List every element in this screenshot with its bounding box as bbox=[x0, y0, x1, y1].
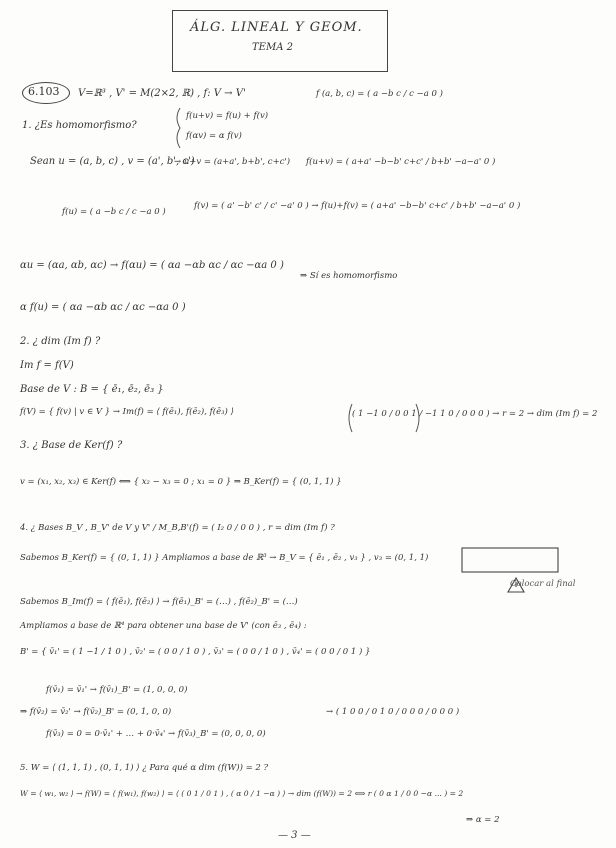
matrix-bracket-right bbox=[416, 404, 419, 432]
line-25: Ampliamos a base de ℝ⁴ para obtener una base de V' (con ē₃ , ē₄) : bbox=[20, 621, 307, 631]
line-19: 3. ¿ Base de Ker(f) ? bbox=[20, 440, 123, 451]
line-33: ⇒ α = 2 bbox=[466, 815, 500, 825]
line-10: f(v) = ( a' −b' c' / c' −a' 0 ) → f(u)+f(v) = ( a+a' −b−b' c+c' / b+b' −a−a' 0 ) bbox=[194, 201, 521, 211]
brace-left bbox=[177, 108, 180, 148]
line-07: → u+v = (a+a', b+b', c+c') bbox=[174, 157, 291, 167]
line-02: f (a, b, c) = ( a −b c / c −a 0 ) bbox=[316, 89, 443, 99]
line-16: Base de V : B = { ē₁, ē₂, ē₃ } bbox=[20, 384, 164, 395]
line-04: f(u+v) = f(u) + f(v) bbox=[186, 111, 269, 121]
matrix-bracket-left bbox=[349, 404, 352, 432]
line-18: ( 1 −1 0 / 0 0 1 / −1 1 0 / 0 0 0 ) → r = 2 → dim (Im f) = 2 bbox=[352, 409, 598, 419]
line-01: V=ℝ³ , V' = M(2×2, ℝ) , f: V → V' bbox=[78, 88, 246, 99]
exercise-number: 6.103 bbox=[28, 85, 60, 98]
line-15: Im f = f(V) bbox=[20, 360, 74, 371]
line-21: 4. ¿ Bases B_V , B_V' de V y V' / M_B,B'(f) = ( I₂ 0 / 0 0 ) , r = dim (Im f) ? bbox=[20, 523, 335, 533]
line-17: f(V) = { f(v) | v ∈ V } → Im(f) = ⟨ f(ē₁), f(ē₂), f(ē₃) ⟩ bbox=[20, 407, 234, 417]
line-32: W = ⟨ w₁, w₂ ⟩ → f(W) = ⟨ f(w₁), f(w₂) ⟩ = ⟨ ( 0 1 / 0 1 ) , ( α 0 / 1 −α ) ⟩ → dim (f(W)) = 2 ⟺ r ( 0 α 1 / 0 0 −α ... ) = 2 bbox=[20, 789, 464, 798]
line-20: v = (x₁, x₂, x₃) ∈ Ker(f) ⟺ { x₂ − x₃ = 0 ; x₁ = 0 } ⇒ B_Ker(f) = { (0, 1, 1) } bbox=[20, 477, 342, 487]
line-08: f(u+v) = ( a+a' −b−b' c+c' / b+b' −a−a' 0 ) bbox=[306, 157, 496, 167]
line-26: B' = { v̄₁' = ( 1 −1 / 1 0 ) , v̄₂' = ( 0 0 / 1 0 ) , v̄₃' = ( 0 0 / 1 0 ) , v̄₄' = ( 0 0 / 0 1 ) } bbox=[20, 647, 371, 657]
line-22: Sabemos B_Ker(f) = { (0, 1, 1) } Ampliamos a base de ℝ³ → B_V = { ē₁ , ē₂ , v₃ } , v₃ = (0, 1, 1) bbox=[20, 553, 429, 563]
line-28: ⇒ f(v̄₂) = v̄₂' → f(v̄₂)_B' = (0, 1, 0, 0) bbox=[20, 707, 172, 717]
line-31: 5. W = ⟨ (1, 1, 1) , (0, 1, 1) ⟩ ¿ Para qué α dim (f(W)) = 2 ? bbox=[20, 763, 269, 773]
line-24: Sabemos B_Im(f) = ⟨ f(ē₁), f(ē₂) ⟩ → f(ē₁)_B' = (…) , f(ē₂)_B' = (…) bbox=[20, 597, 298, 607]
title-line-1: ÁLG. LINEAL Y GEOM. bbox=[190, 20, 363, 35]
line-13: α f(u) = ( αa −αb αc / αc −αa 0 ) bbox=[20, 302, 186, 313]
title-line-2: TEMA 2 bbox=[252, 42, 293, 53]
line-27: f(v̄₁) = v̄₁' → f(v̄₁)_B' = (1, 0, 0, 0) bbox=[46, 685, 188, 695]
line-29: f(v̄₃) = 0 = 0·v̄₁' + … + 0·v̄₄' → f(v̄₃)_B' = (0, 0, 0, 0) bbox=[46, 729, 266, 739]
page-number: — 3 — bbox=[278, 830, 311, 841]
boxed-vector-frame bbox=[462, 548, 558, 572]
line-05: f(αv) = α f(v) bbox=[186, 131, 242, 141]
line-06: Sean u = (a, b, c) , v = (a', b', c') bbox=[30, 156, 195, 167]
line-14: 2. ¿ dim (Im f) ? bbox=[20, 336, 101, 347]
line-12: ⇒ Sí es homomorfismo bbox=[300, 271, 398, 281]
line-09: f(u) = ( a −b c / c −a 0 ) bbox=[62, 207, 166, 217]
line-23: Colocar al final bbox=[510, 579, 576, 589]
line-03: 1. ¿Es homomorfismo? bbox=[22, 120, 137, 131]
line-11: αu = (αa, αb, αc) → f(αu) = ( αa −αb αc / αc −αa 0 ) bbox=[20, 260, 284, 271]
line-30: → ( 1 0 0 / 0 1 0 / 0 0 0 / 0 0 0 ) bbox=[326, 707, 460, 717]
